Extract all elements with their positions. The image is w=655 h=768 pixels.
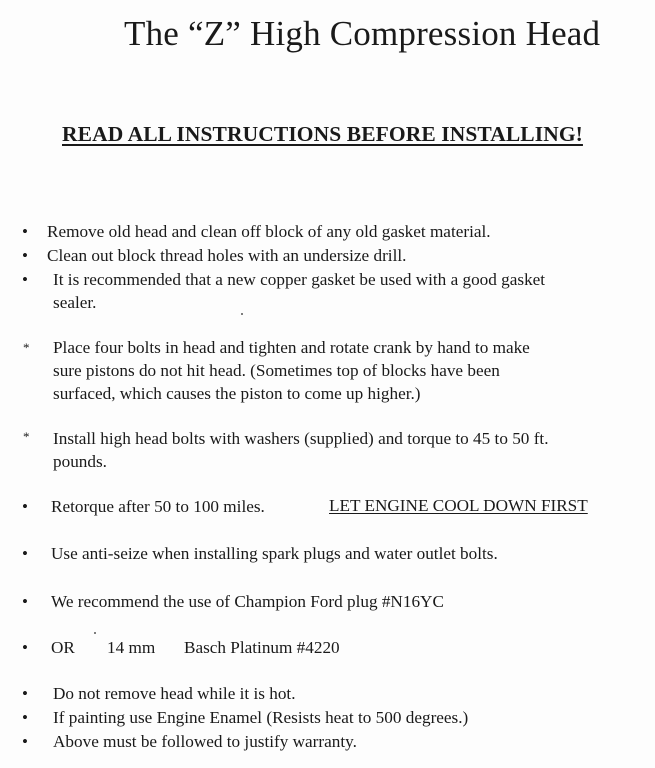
alternative-or: OR [51, 638, 75, 657]
instruction-copper-gasket-line1: It is recommended that a new copper gasket be used with a good gasket [53, 270, 546, 289]
bullet-icon: • [22, 638, 28, 657]
scan-speck [94, 632, 96, 634]
page-title: The “Z” High Compression Head [124, 14, 601, 53]
instruction-engine-enamel: If painting use Engine Enamel (Resists heat to 500 degrees.) [53, 708, 469, 727]
instruction-do-not-remove-hot: Do not remove head while it is hot. [53, 684, 296, 703]
instruction-warranty: Above must be followed to justify warranty. [53, 732, 357, 751]
instruction-anti-seize: Use anti-seize when installing spark plugs and water outlet bolts. [51, 544, 498, 563]
bullet-icon: • [22, 708, 28, 727]
bullet-icon: • [22, 732, 28, 751]
alternative-plug-size: 14 mm [107, 638, 156, 657]
bullet-icon: • [22, 592, 28, 611]
instruction-copper-gasket-line2: sealer. [53, 293, 97, 312]
bullet-icon: • [22, 270, 28, 289]
instruction-install-bolts-line1: Install high head bolts with washers (supplied) and torque to 45 to 50 ft. [53, 429, 549, 448]
instruction-clean-thread-holes: Clean out block thread holes with an undersize drill. [47, 246, 407, 265]
asterisk-icon: * [23, 340, 30, 355]
instruction-champion-plug: We recommend the use of Champion Ford plug #N16YC [51, 592, 444, 611]
bullet-icon: • [22, 246, 28, 265]
instruction-retorque: Retorque after 50 to 100 miles. [51, 497, 265, 516]
bullet-icon: • [22, 544, 28, 563]
instruction-place-bolts-line1: Place four bolts in head and tighten and rotate crank by hand to make [53, 338, 530, 357]
asterisk-icon: * [23, 429, 30, 444]
warning-heading: READ ALL INSTRUCTIONS BEFORE INSTALLING! [62, 122, 583, 146]
bullet-icon: • [22, 222, 28, 241]
instruction-place-bolts-line2: sure pistons do not hit head. (Sometimes top of blocks have been [53, 361, 500, 380]
scan-speck [241, 313, 243, 315]
bullet-icon: • [22, 684, 28, 703]
instruction-place-bolts-line3: surfaced, which causes the piston to come up higher.) [53, 384, 421, 403]
bullet-icon: • [22, 497, 28, 516]
instruction-install-bolts-line2: pounds. [53, 452, 107, 471]
cool-down-warning: LET ENGINE COOL DOWN FIRST [329, 496, 588, 515]
instruction-remove-old-head: Remove old head and clean off block of any old gasket material. [47, 222, 491, 241]
alternative-plug-name: Basch Platinum #4220 [184, 638, 340, 657]
